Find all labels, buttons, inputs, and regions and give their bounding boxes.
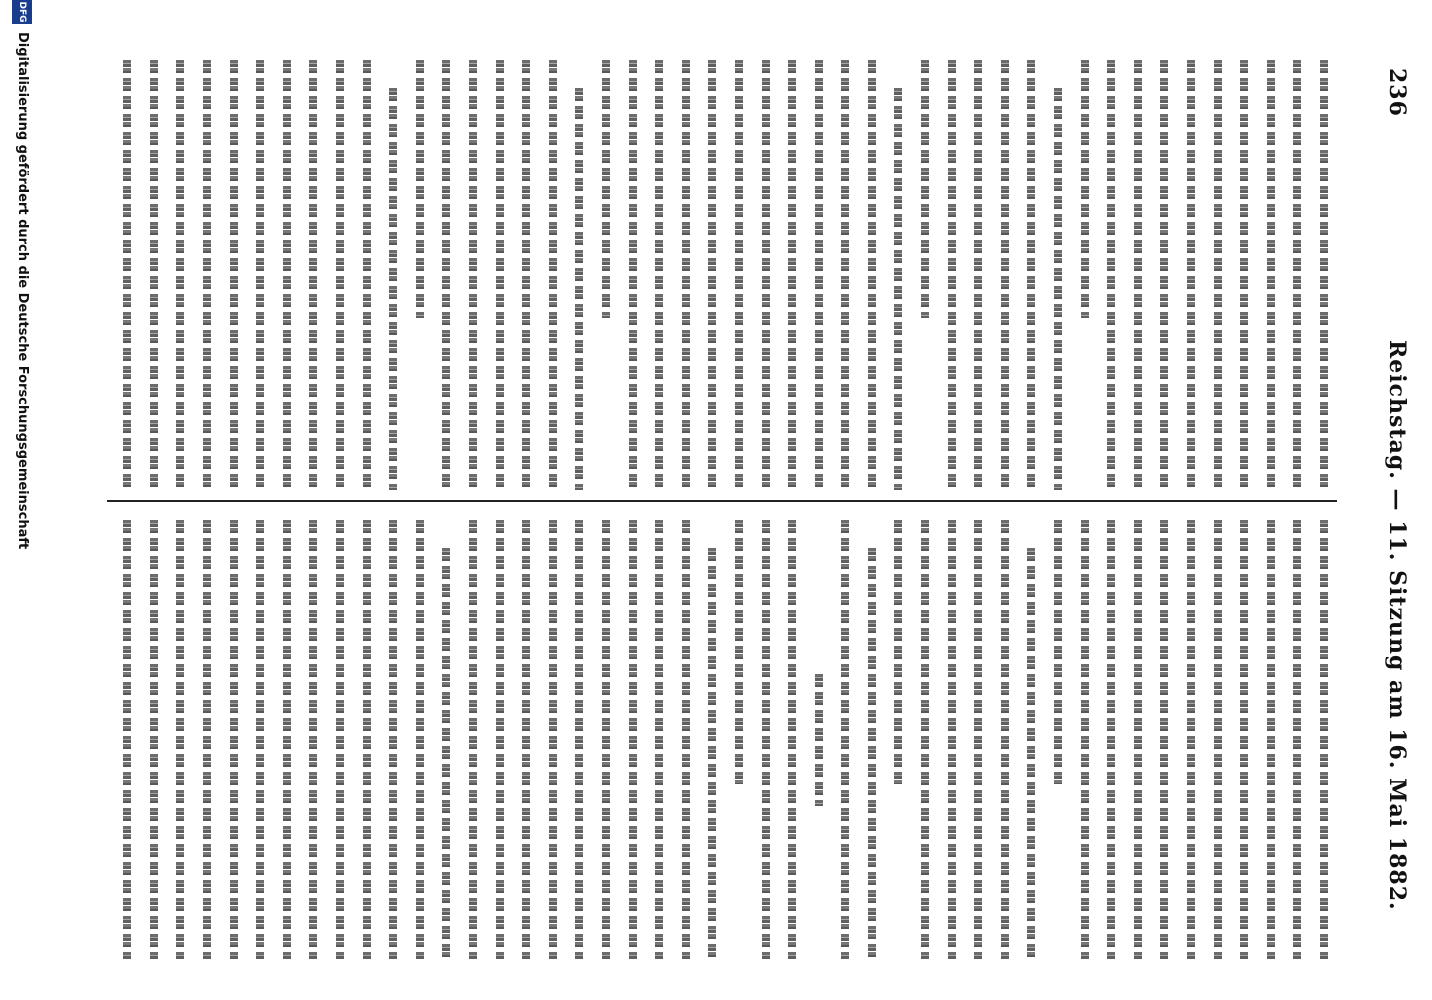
text-line-ink [1293, 60, 1301, 490]
text-line-ink [1214, 520, 1222, 960]
text-line-ink [1320, 60, 1328, 490]
text-line [433, 520, 460, 960]
text-line-ink [1214, 60, 1222, 490]
text-line-ink [1107, 520, 1115, 960]
text-line-ink [363, 60, 371, 490]
text-columns [107, 60, 1337, 960]
column-divider [107, 500, 1337, 502]
text-line-ink [762, 60, 770, 490]
text-line [539, 60, 566, 490]
text-line [938, 60, 965, 490]
text-line-ink [549, 60, 557, 490]
text-line [646, 60, 673, 490]
text-line-ink [522, 520, 530, 960]
text-line [539, 520, 566, 960]
text-line-ink [442, 548, 450, 960]
text-line [380, 60, 407, 490]
text-line-ink [708, 60, 716, 490]
text-line-ink [575, 520, 583, 960]
text-line [1177, 520, 1204, 960]
text-line-ink [1320, 520, 1328, 960]
left-column [107, 60, 1337, 490]
text-line [832, 520, 859, 960]
text-line [858, 60, 885, 490]
text-line [513, 520, 540, 960]
text-line-ink [841, 520, 849, 960]
text-line-ink [256, 60, 264, 490]
text-line-ink [416, 60, 424, 318]
digitization-credit [0, 0, 40, 1000]
text-line-ink [496, 60, 504, 490]
text-line-ink [176, 60, 184, 490]
text-line [699, 60, 726, 490]
text-line-ink [176, 520, 184, 960]
text-line-ink [256, 520, 264, 960]
text-line [1044, 60, 1071, 490]
text-line [247, 520, 274, 960]
text-line [459, 60, 486, 490]
text-line-ink [150, 60, 158, 490]
text-line [965, 60, 992, 490]
text-line-ink [1160, 60, 1168, 490]
text-line [353, 520, 380, 960]
text-line [1018, 520, 1045, 960]
text-line [832, 60, 859, 490]
text-line-ink [1027, 548, 1035, 960]
text-line [1071, 60, 1098, 490]
text-line-ink [974, 60, 982, 490]
text-line [513, 60, 540, 490]
text-line [486, 520, 513, 960]
text-line [300, 60, 327, 490]
text-line-ink [655, 60, 663, 490]
text-line-ink [1134, 60, 1142, 490]
text-line-ink [389, 88, 397, 490]
text-line [885, 60, 912, 490]
text-line-ink [921, 520, 929, 960]
text-line-ink [682, 60, 690, 490]
text-line-ink [309, 520, 317, 960]
text-line-ink [868, 60, 876, 490]
text-line-ink [230, 60, 238, 490]
text-line-ink [1160, 520, 1168, 960]
text-line-ink [1240, 60, 1248, 490]
text-line-ink [203, 520, 211, 960]
text-line-ink [948, 60, 956, 490]
text-line-ink [602, 60, 610, 318]
text-line-ink [363, 520, 371, 960]
text-line-ink [1187, 60, 1195, 490]
text-line-ink [150, 520, 158, 960]
text-line-ink [815, 674, 823, 806]
text-line [353, 60, 380, 490]
text-line [140, 520, 167, 960]
text-line [459, 520, 486, 960]
text-line-ink [230, 520, 238, 960]
text-line-ink [522, 60, 530, 490]
text-line [1257, 520, 1284, 960]
text-line [193, 60, 220, 490]
text-line [1310, 60, 1337, 490]
text-line-ink [123, 520, 131, 960]
text-line-ink [682, 520, 690, 960]
text-line [1204, 60, 1231, 490]
text-line-ink [788, 60, 796, 490]
text-line [991, 520, 1018, 960]
text-line-ink [655, 520, 663, 960]
text-line-ink [735, 60, 743, 490]
text-line-ink [948, 520, 956, 960]
text-line-ink [1054, 88, 1062, 490]
text-line [300, 520, 327, 960]
text-line [912, 60, 939, 490]
dfg-logo: DFG [12, 0, 32, 24]
text-line-ink [1187, 520, 1195, 960]
text-line [1151, 60, 1178, 490]
text-line [273, 60, 300, 490]
text-line [193, 520, 220, 960]
text-line [1124, 520, 1151, 960]
text-line [938, 520, 965, 960]
text-line [566, 60, 593, 490]
text-line [991, 60, 1018, 490]
text-line [858, 520, 885, 960]
text-line [1071, 520, 1098, 960]
text-line-ink [389, 520, 397, 960]
text-line-ink [1267, 520, 1275, 960]
text-line-ink [1027, 60, 1035, 490]
text-line-ink [1081, 60, 1089, 318]
text-line [247, 60, 274, 490]
text-line [1124, 60, 1151, 490]
text-line [167, 520, 194, 960]
text-line [1018, 60, 1045, 490]
text-line [167, 60, 194, 490]
text-line-ink [708, 548, 716, 960]
text-line [1284, 60, 1311, 490]
text-line [380, 520, 407, 960]
text-line [220, 520, 247, 960]
text-line [752, 520, 779, 960]
text-line-ink [629, 60, 637, 490]
text-line-ink [921, 60, 929, 318]
text-line-ink [203, 60, 211, 490]
text-line [1231, 520, 1258, 960]
right-column [107, 520, 1337, 960]
text-line-ink [336, 520, 344, 960]
text-line-ink [1240, 520, 1248, 960]
text-line-ink [283, 520, 291, 960]
text-line [672, 60, 699, 490]
text-line-ink [629, 520, 637, 960]
text-line [779, 520, 806, 960]
text-line-ink [735, 520, 743, 784]
page-number: 236 [1384, 68, 1410, 117]
text-line [566, 520, 593, 960]
text-line [1177, 60, 1204, 490]
credit-text: Digitalisierung gefördert durch die Deutsche Forschungsgemeinschaft [15, 32, 30, 550]
text-line [1204, 520, 1231, 960]
text-line [1098, 60, 1125, 490]
text-line [725, 520, 752, 960]
text-line [619, 520, 646, 960]
text-line-ink [336, 60, 344, 490]
text-line-ink [549, 520, 557, 960]
text-line-ink [1267, 60, 1275, 490]
text-line [433, 60, 460, 490]
text-line [114, 60, 141, 490]
text-line-ink [123, 60, 131, 490]
text-line [1310, 520, 1337, 960]
text-line-ink [788, 520, 796, 960]
text-line [220, 60, 247, 490]
text-line-ink [974, 520, 982, 960]
running-title: Reichstag. — 11. Sitzung am 16. Mai 1882. [1384, 340, 1410, 911]
text-line [486, 60, 513, 490]
text-line [1044, 520, 1071, 960]
text-line [406, 60, 433, 490]
text-line-ink [283, 60, 291, 490]
text-line [114, 520, 141, 960]
text-line [619, 60, 646, 490]
text-line [1231, 60, 1258, 490]
text-line-ink [762, 520, 770, 960]
text-line-ink [868, 548, 876, 960]
text-line-ink [469, 520, 477, 960]
text-line-ink [1001, 60, 1009, 490]
text-line-ink [1001, 520, 1009, 960]
text-line-ink [841, 60, 849, 490]
text-line-ink [1107, 60, 1115, 490]
text-line-ink [602, 520, 610, 960]
text-line [592, 60, 619, 490]
text-line [1151, 520, 1178, 960]
text-line [1284, 520, 1311, 960]
text-line [752, 60, 779, 490]
text-line [406, 520, 433, 960]
text-line [805, 60, 832, 490]
text-line-ink [1293, 520, 1301, 960]
text-line [805, 520, 832, 960]
text-line-ink [1054, 520, 1062, 784]
text-line-ink [895, 520, 903, 784]
text-line-ink [309, 60, 317, 490]
text-line [592, 520, 619, 960]
text-line-ink [416, 520, 424, 960]
text-line [965, 520, 992, 960]
text-line-ink [575, 88, 583, 490]
text-line [1257, 60, 1284, 490]
text-line-ink [895, 88, 903, 490]
text-line [140, 60, 167, 490]
text-line [885, 520, 912, 960]
text-line [699, 520, 726, 960]
text-line-ink [469, 60, 477, 490]
text-line [326, 520, 353, 960]
text-line [646, 520, 673, 960]
text-line [273, 520, 300, 960]
text-line [326, 60, 353, 490]
text-line-ink [1134, 520, 1142, 960]
text-line [725, 60, 752, 490]
text-line [1098, 520, 1125, 960]
text-line-ink [1081, 520, 1089, 960]
text-line-ink [442, 60, 450, 490]
text-line [779, 60, 806, 490]
text-line [912, 520, 939, 960]
text-line-ink [496, 520, 504, 960]
page-header [1337, 0, 1432, 1000]
text-line [672, 520, 699, 960]
text-line-ink [815, 60, 823, 490]
